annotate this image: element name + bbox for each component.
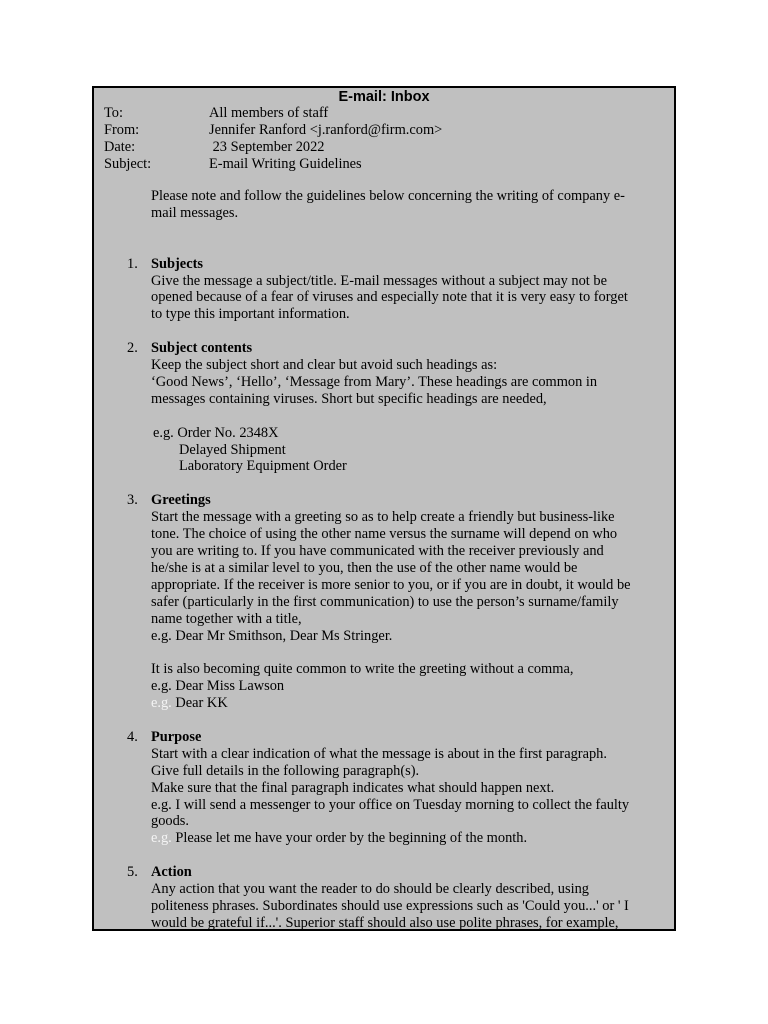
text-line: name together with a title, (151, 610, 302, 627)
intro-paragraph (151, 188, 666, 222)
date-value: 23 September 2022 (209, 139, 325, 155)
section-purpose (94, 729, 674, 847)
example-line: Laboratory Equipment Order (179, 458, 347, 475)
text-line (151, 830, 666, 847)
to-row (104, 105, 328, 122)
text-line: goods. (151, 813, 189, 830)
section-number: 3. (127, 492, 138, 509)
section-number: 5. (127, 864, 138, 881)
section-number: 4. (127, 728, 138, 745)
section-heading: Greetings (151, 492, 211, 509)
text-line: he/she is at a similar level to you, then the use of the other name would be (151, 559, 578, 576)
to-value: All members of staff (209, 105, 329, 121)
purpose-example: Please let me have your order by the beginning of the month. (171, 830, 528, 847)
text-line: opened because of a fear of viruses and especially note that it is very easy to forget (151, 289, 628, 306)
section-heading: Subjects (151, 255, 203, 272)
text-line: to type this important information. (151, 306, 350, 323)
from-label: From: (104, 122, 140, 138)
section-number: 1. (127, 255, 138, 272)
text-line: tone. The choice of using the other name versus the surname will depend on who (151, 526, 618, 543)
text-line: you are writing to. If you have communicated with the receiver previously and (151, 542, 604, 559)
date-row (104, 139, 325, 156)
section-subjects (94, 256, 674, 324)
email-panel (92, 86, 676, 931)
text-line: Give full details in the following paragraph(s). (151, 762, 420, 779)
text-line: It is also becoming quite common to write the greeting without a comma, (151, 661, 574, 678)
text-line: e.g. Dear Miss Lawson (151, 678, 285, 695)
subject-value: E-mail Writing Guidelines (209, 156, 362, 172)
faint-prefix: e.g. (151, 695, 172, 712)
text-line: messages containing viruses. Short but specific headings are needed, (151, 390, 547, 407)
example-line: Delayed Shipment (179, 441, 286, 458)
example-line: e.g. Order No. 2348X (153, 424, 279, 441)
section-greetings (94, 492, 674, 712)
intro-line: Please note and follow the guidelines below concerning the writing of company e- (151, 188, 625, 204)
text-line: e.g. I will send a messenger to your office on Tuesday morning to collect the faulty (151, 796, 630, 813)
section-action (94, 864, 674, 931)
text-line: Keep the subject short and clear but avoid such headings as: (151, 357, 498, 374)
email-body (94, 188, 674, 931)
section-heading: Purpose (151, 728, 202, 745)
text-line: ‘Good News’, ‘Hello’, ‘Message from Mary’. These headings are common in (151, 373, 598, 390)
text-line: Start with a clear indication of what the message is about in the first paragraph. (151, 745, 607, 762)
to-label: To: (104, 105, 123, 121)
text-line: politeness phrases. Subordinates should use expressions such as 'Could you...' or ' I (151, 897, 629, 914)
subject-label: Subject: (104, 156, 152, 172)
text-line: Make sure that the final paragraph indicates what should happen next. (151, 779, 555, 796)
greeting-example: Dear KK (171, 695, 228, 712)
text-line (151, 695, 666, 712)
text-line: Start the message with a greeting so as to help create a friendly but business-like (151, 509, 615, 526)
intro-line: mail messages. (151, 204, 239, 221)
section-heading: Action (151, 864, 192, 881)
date-label: Date: (104, 139, 136, 155)
text-line: Give the message a subject/title. E-mail messages without a subject may not be (151, 272, 607, 289)
section-subject-contents (94, 340, 674, 475)
subject-row (104, 156, 362, 173)
section-number: 2. (127, 340, 138, 357)
email-title: E-mail: Inbox (338, 89, 430, 105)
text-line: Any action that you want the reader to do should be clearly described, using (151, 881, 589, 898)
text-line: appropriate. If the receiver is more senior to you, or if you are in doubt, it would be (151, 576, 631, 593)
text-line: safer (particularly in the first communication) to use the person’s surname/family (151, 593, 619, 610)
faint-prefix: e.g. (151, 830, 172, 847)
section-heading: Subject contents (151, 340, 253, 357)
text-line: e.g. Dear Mr Smithson, Dear Ms Stringer. (151, 627, 393, 644)
text-line: would be grateful if...'. Superior staff should also use polite phrases, for example, (151, 914, 619, 931)
from-row (104, 122, 442, 139)
from-value: Jennifer Ranford <j.ranford@firm.com> (209, 122, 443, 138)
